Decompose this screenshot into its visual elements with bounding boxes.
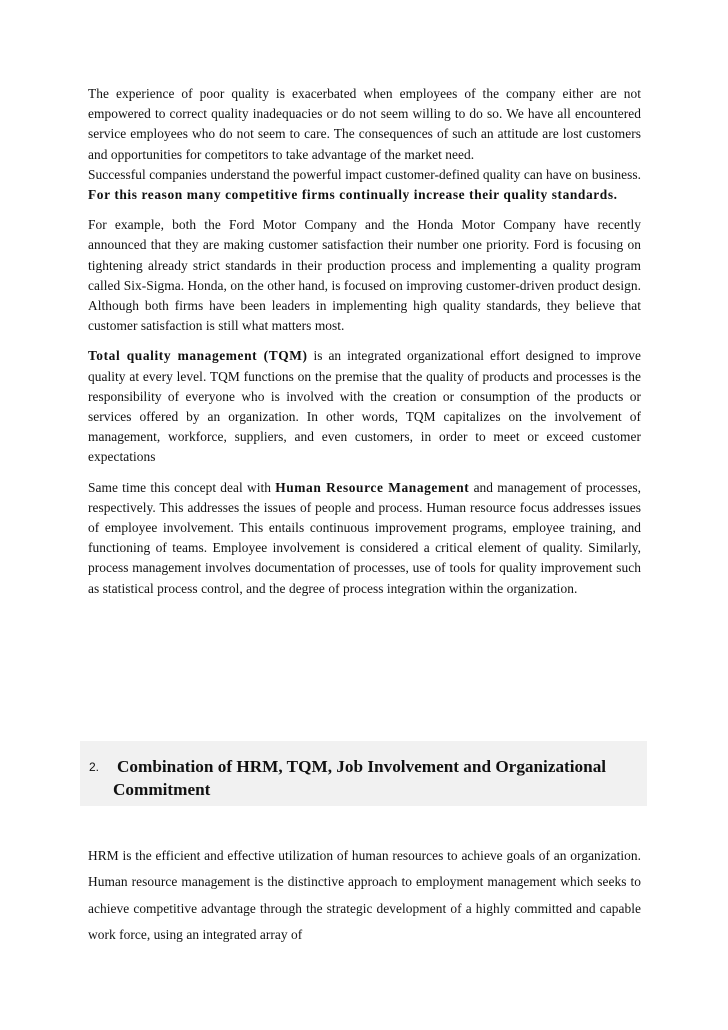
section-number: 2. [89,760,100,774]
section-heading [80,741,647,806]
paragraph-poor-quality: The experience of poor quality is exacerbated when employees of the company either are not empowered to correct quality inadequacies or do not seem willing to do so. We have all encountered service employees who do not seem to care. The consequences of such an attitude are lost customers and opportunities for competitors to take advantage of the market need. [88,86,641,162]
paragraph-tqm-text: is an integrated organizational effort designed to improve quality at every level. TQM functions on the premise that the quality of products and processes is the responsibility of everyone who is involved with the creation or consumption of the products or services offered by an organization. In other words, TQM capitalizes on the involvement of management, workforce, suppliers, and even customers, in order to meet or exceed customer expectations [88,348,641,465]
section-title [113,755,633,801]
paragraph-hrm-definition: HRM is the efficient and effective utilization of human resources to achieve goals of an organization. Human resource management is the distinctive approach to employment management which seeks to achieve competitive advantage through the strategic development of a highly committed and capable work force, using an integrated array of [88,848,641,943]
paragraph-tqm-term: Total quality management (TQM) [88,348,308,364]
section-body [88,843,641,949]
paragraph-successful-companies-bold: For this reason many competitive firms continually increase their quality standards. [88,187,618,203]
paragraph-successful-companies [88,165,641,205]
paragraph-hrm-concept-post: and management of processes, respectively. This addresses the issues of people and process. Human resource focus addresses issues of employee involvement. This entails continuous improvement programs, employee training, and functioning of teams. Employee involvement is considered a critical element of quality. Similarly, process management involves documentation of processes, use of tools for quality improvement such as statistical process control, and the degree of process integration within the organization. [88,479,641,596]
paragraph-hrm-concept-pre: Same time this concept deal with [88,479,272,495]
section-title-line1: Combination of HRM, TQM, Job Involvement and Organizational [117,757,607,776]
paragraph-tqm [88,346,641,467]
section-title-line2: Commitment [113,780,211,799]
paragraph-successful-companies-text: Successful companies understand the powerful impact customer-defined quality can have on business. [88,166,641,182]
document-body [88,84,641,599]
paragraph-ford-honda: For example, both the Ford Motor Company and the Honda Motor Company have recently announced that they are making customer satisfaction their number one priority. Ford is focusing on tightening already strict standards in their production process and implementing a quality program called Six-Sigma. Honda, on the other hand, is focused on improving customer-driven product design. Although both firms have been leaders in implementing high quality standards, they believe that customer satisfaction is still what matters most. [88,217,641,334]
paragraph-hrm-concept [88,478,641,599]
paragraph-hrm-concept-term: Human Resource Management [275,479,470,495]
